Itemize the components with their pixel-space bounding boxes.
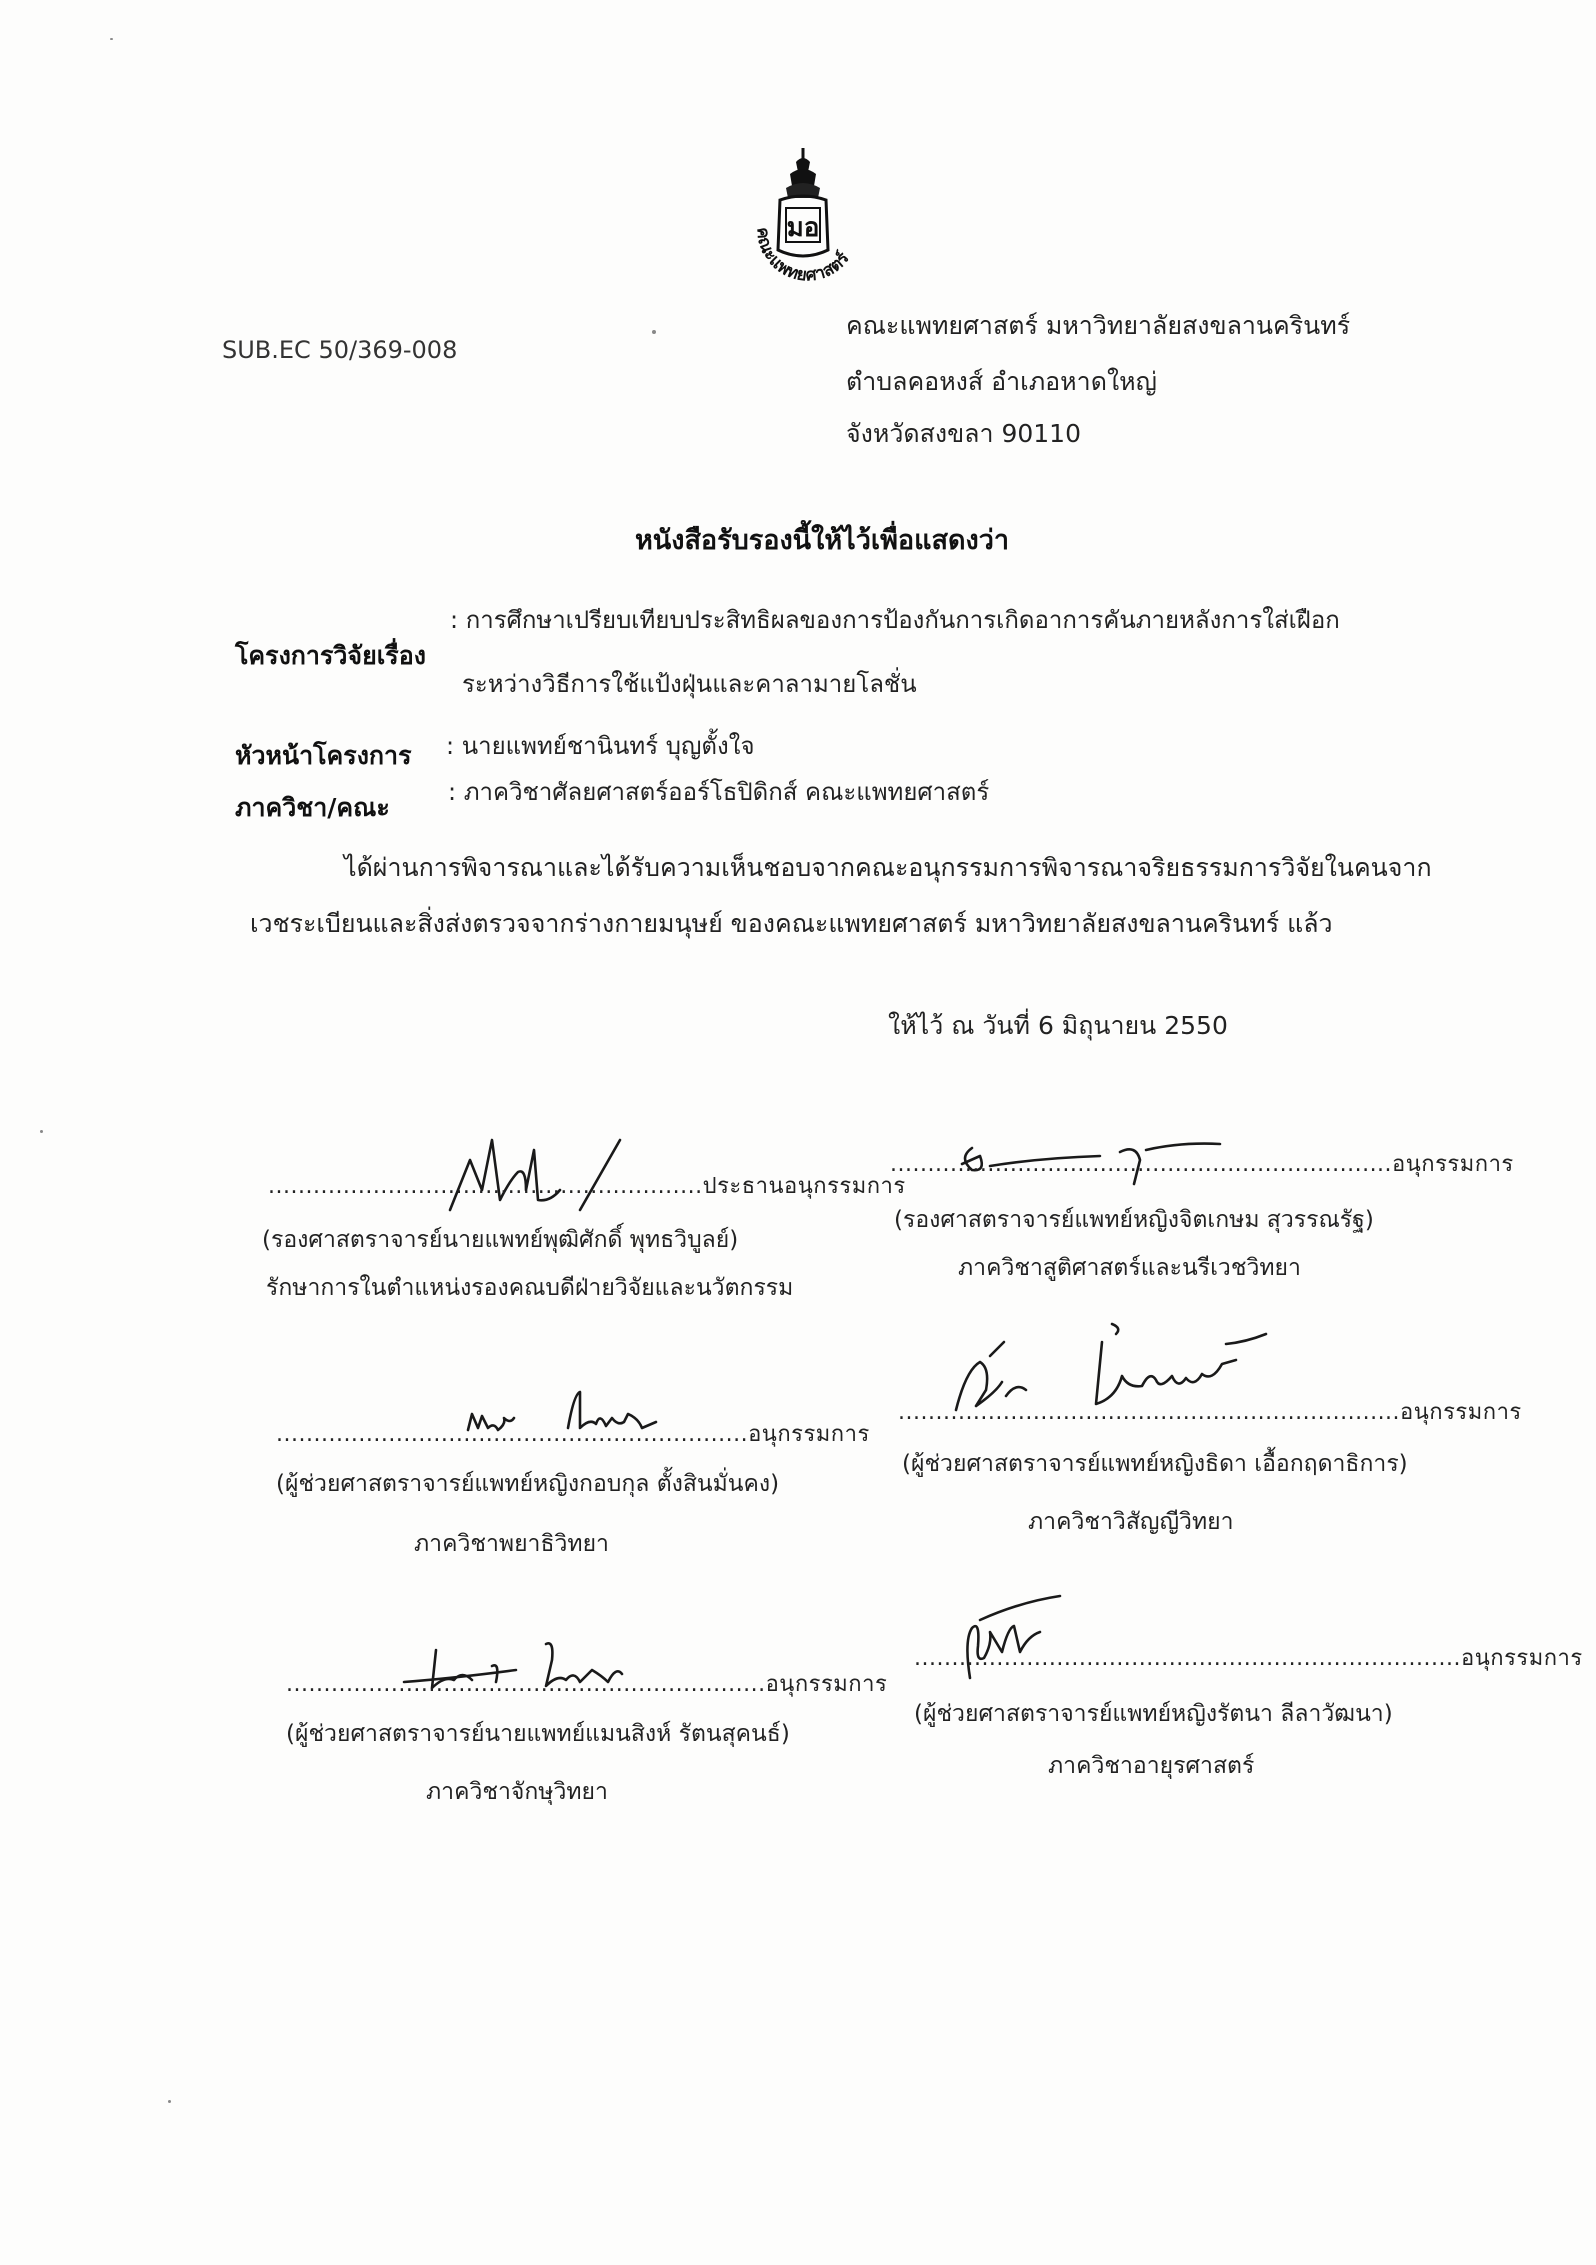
signature-line-1: ..........................................................ประธานอนุกรรมการ xyxy=(268,1174,906,1199)
address-line-1: คณะแพทยศาสตร์ มหาวิทยาลัยสงขลานครินทร์ xyxy=(846,311,1351,340)
scan-speck xyxy=(652,330,656,334)
signature-line-6: .........................................................................อนุกรรมการ xyxy=(914,1646,1583,1671)
department-label: ภาควิชา/คณะ xyxy=(235,793,390,822)
project-head-label: หัวหน้าโครงการ xyxy=(235,741,412,770)
signatory-name-4: (ผู้ช่วยศาสตราจารย์แพทย์หญิงธิดา เอื้อกฤดาธิการ) xyxy=(902,1451,1408,1477)
project-head-value: : นายแพทย์ชานินทร์ บุญตั้งใจ xyxy=(446,732,755,760)
project-title-line-1: : การศึกษาเปรียบเทียบประสิทธิผลของการป้องกันการเกิดอาการคันภายหลังการใส่เฝือก xyxy=(450,606,1340,634)
signatory-dept-1: รักษาการในตำแหน่งรองคณบดีฝ่ายวิจัยและนวัตกรรม xyxy=(266,1275,794,1301)
certificate-heading: หนังสือรับรองนี้ให้ไว้เพื่อแสดงว่า xyxy=(635,525,1010,556)
faculty-seal-logo xyxy=(728,140,878,310)
address-line-3: จังหวัดสงขลา 90110 xyxy=(846,419,1081,448)
address-line-2: ตำบลคอหงส์ อำเภอหาดใหญ่ xyxy=(846,367,1157,396)
issue-date: ให้ไว้ ณ วันที่ 6 มิถุนายน 2550 xyxy=(888,1011,1228,1040)
project-title-line-2: ระหว่างวิธีการใช้แป้งฝุ่นและคาลามายโลชั่น xyxy=(462,670,917,698)
signature-line-2: ...................................................................อนุกรรมการ xyxy=(890,1152,1514,1177)
signatory-name-5: (ผู้ช่วยศาสตราจารย์นายแพทย์แมนสิงห์ รัตนสุคนธ์) xyxy=(286,1721,790,1747)
svg-text:คณะแพทยศาสตร์: คณะแพทยศาสตร์ xyxy=(752,226,854,286)
scan-speck xyxy=(40,1130,43,1133)
scan-speck xyxy=(110,38,113,40)
scan-speck xyxy=(168,2100,171,2103)
signatory-name-3: (ผู้ช่วยศาสตราจารย์แพทย์หญิงกอบกุล ตั้งสินมั่นคง) xyxy=(276,1471,780,1497)
signature-line-4: ...................................................................อนุกรรมการ xyxy=(898,1400,1522,1425)
signatory-dept-5: ภาควิชาจักษุวิทยา xyxy=(426,1779,608,1805)
body-line-2: เวชระเบียนและสิ่งส่งตรวจจากร่างกายมนุษย์ ของคณะแพทยศาสตร์ มหาวิทยาลัยสงขลานครินทร์ แล้ว xyxy=(250,909,1333,938)
signatory-name-6: (ผู้ช่วยศาสตราจารย์แพทย์หญิงรัตนา ลีลาวัฒนา) xyxy=(914,1701,1393,1727)
signatory-name-1: (รองศาสตราจารย์นายแพทย์พุฒิศักดิ์ พุทธวิบูลย์) xyxy=(262,1227,739,1253)
project-title-label: โครงการวิจัยเรื่อง xyxy=(235,641,426,670)
reference-number: SUB.EC 50/369-008 xyxy=(222,336,458,364)
signatory-dept-6: ภาควิชาอายุรศาสตร์ xyxy=(1048,1753,1255,1779)
svg-text:มอ: มอ xyxy=(786,213,820,243)
signature-line-5: ................................................................อนุกรรมการ xyxy=(286,1672,888,1697)
signature-line-3: ...............................................................อนุกรรมการ xyxy=(276,1422,870,1447)
signatory-dept-4: ภาควิชาวิสัญญีวิทยา xyxy=(1028,1509,1234,1535)
signatory-dept-3: ภาควิชาพยาธิวิทยา xyxy=(414,1531,609,1557)
body-line-1: ได้ผ่านการพิจารณาและได้รับความเห็นชอบจากคณะอนุกรรมการพิจารณาจริยธรรมการวิจัยในคนจาก xyxy=(344,853,1432,882)
signatory-name-2: (รองศาสตราจารย์แพทย์หญิงจิตเกษม สุวรรณรัฐ) xyxy=(894,1207,1374,1233)
department-value: : ภาควิชาศัลยศาสตร์ออร์โธปิดิกส์ คณะแพทยศาสตร์ xyxy=(448,778,990,806)
signatory-dept-2: ภาควิชาสูติศาสตร์และนรีเวชวิทยา xyxy=(958,1255,1301,1281)
